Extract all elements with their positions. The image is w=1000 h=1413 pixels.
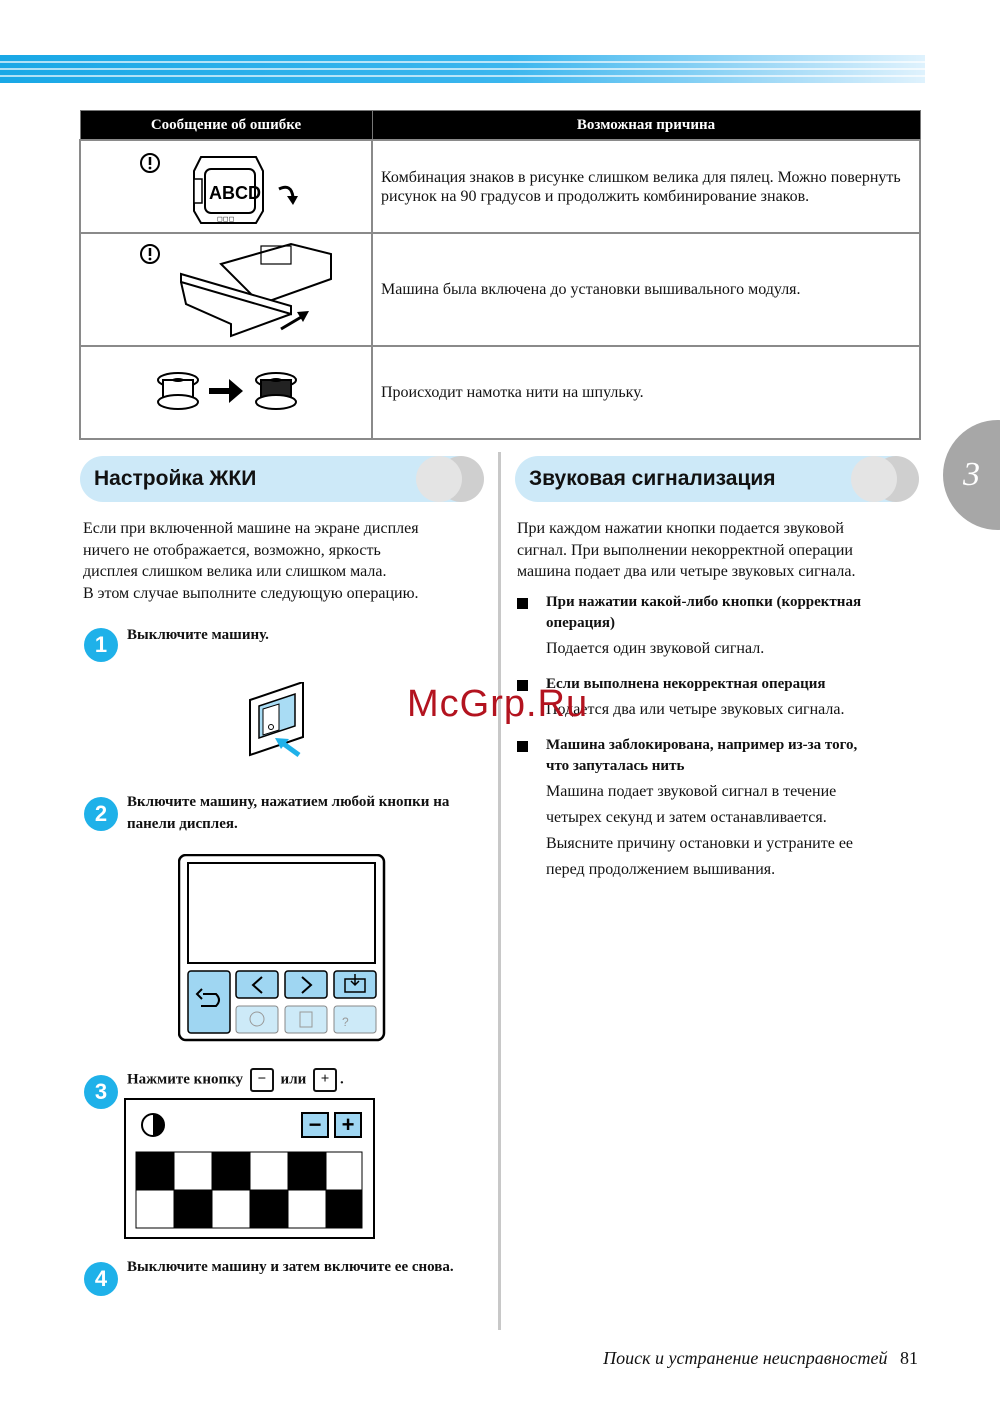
svg-text:◻◻◻: ◻◻◻ bbox=[217, 216, 235, 223]
sound-item-heading: При нажатии какой-либо кнопки (корректная операция) bbox=[517, 592, 917, 634]
sound-section-title: Звуковая сигнализация bbox=[515, 456, 915, 502]
step-number: 3 bbox=[84, 1075, 118, 1109]
col-header-cause: Возможная причина bbox=[372, 111, 920, 141]
table-row bbox=[80, 140, 920, 233]
step-2-text: Включите машину, нажатием любой кнопки на панели дисплея. bbox=[127, 794, 450, 832]
lcd-intro: Если при включенной машине на экране дисплея ничего не отображается, возможно, яркость дисплея слишком велика или слишком мала. В этом случае выполните следующую операцию. bbox=[83, 520, 419, 602]
sound-item-text: Машина подает звуковой сигнал в течение четырех секунд и затем останавливается. Выясните причину остановки и устраните ее перед продолжением вышивания. bbox=[546, 783, 854, 878]
sound-item-heading: Машина заблокирована, например из-за того, что запуталась нить bbox=[517, 735, 917, 777]
bullet-square-icon bbox=[517, 598, 528, 609]
error-icon-cell bbox=[80, 346, 372, 439]
cause-cell: Происходит намотка нити на шпульку. bbox=[372, 346, 920, 439]
power-switch-icon bbox=[245, 682, 335, 762]
decor-circle bbox=[851, 456, 897, 502]
step-number: 1 bbox=[84, 628, 118, 662]
step-1-text: Выключите машину. bbox=[127, 627, 269, 643]
page-number: 81 bbox=[900, 1348, 918, 1368]
display-panel bbox=[178, 854, 386, 1042]
column-divider bbox=[498, 452, 501, 1330]
top-color-bar bbox=[0, 55, 925, 83]
cause-cell: Комбинация знаков в рисунке слишком велика для пялец. Можно повернуть рисунок на 90 градусов и продолжить комбинирование знаков. bbox=[372, 140, 920, 233]
embroidery-unit-attach-icon bbox=[81, 234, 371, 340]
step-number: 4 bbox=[84, 1262, 118, 1296]
error-table bbox=[79, 110, 921, 440]
error-icon-cell bbox=[80, 140, 372, 233]
chapter-tab: 3 bbox=[943, 420, 1000, 530]
bullet-square-icon bbox=[517, 741, 528, 752]
step-number: 2 bbox=[84, 797, 118, 831]
step-3-text: Нажмите кнопку − или + . bbox=[127, 1068, 344, 1092]
sound-item-text: Подается один звуковой сигнал. bbox=[546, 640, 765, 657]
embroidery-frame-too-large-icon bbox=[81, 141, 371, 227]
sound-item-heading: Если выполнена некорректная операция bbox=[517, 674, 917, 695]
cause-cell: Машина была включена до установки вышивального модуля. bbox=[372, 233, 920, 346]
col-header-message: Сообщение об ошибке bbox=[80, 111, 372, 141]
svg-text:?: ? bbox=[342, 1015, 349, 1029]
footer-title: Поиск и устранение неисправностей bbox=[603, 1348, 888, 1368]
page-footer bbox=[603, 1348, 918, 1369]
step-4-text: Выключите машину и затем включите ее снова. bbox=[127, 1259, 454, 1275]
table-row bbox=[80, 346, 920, 439]
contrast-screen bbox=[124, 1098, 376, 1240]
plus-button-icon: + bbox=[313, 1068, 337, 1092]
watermark: McGrp.Ru bbox=[407, 683, 589, 725]
sound-item-text: Подается два или четыре звуковых сигнала. bbox=[546, 701, 845, 718]
svg-text:+: + bbox=[341, 1112, 355, 1137]
table-row bbox=[80, 233, 920, 346]
error-icon-cell bbox=[80, 233, 372, 346]
sound-intro: При каждом нажатии кнопки подается звуковой сигнал. При выполнении некорректной операции машина подает два или четыре звуковых сигнала. bbox=[517, 520, 856, 580]
svg-text:−: − bbox=[308, 1112, 322, 1137]
lcd-section-title: Настройка ЖКИ bbox=[80, 456, 480, 502]
bobbin-winding-icon bbox=[81, 347, 371, 433]
svg-text:ABCD: ABCD bbox=[209, 183, 261, 203]
minus-button-icon: − bbox=[250, 1068, 274, 1092]
decor-circle bbox=[416, 456, 462, 502]
